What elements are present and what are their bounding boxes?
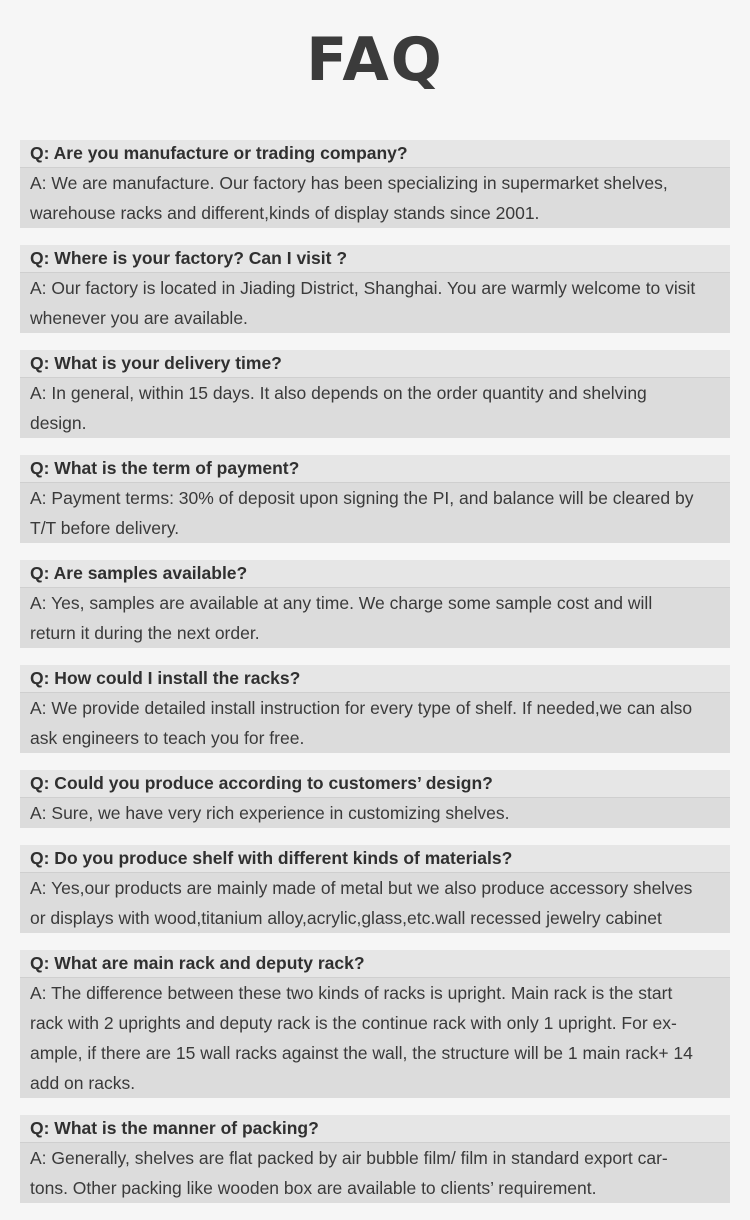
faq-answer: [20, 978, 730, 1098]
faq-answer-line: A: Our factory is located in Jiading District, Shanghai. You are warmly welcome to visit: [30, 278, 696, 298]
faq-answer-line: warehouse racks and different,kinds of display stands since 2001.: [30, 203, 540, 223]
faq-question: Q: Could you produce according to customers’ design?: [20, 770, 730, 798]
faq-answer: [20, 483, 730, 543]
faq-answer-line: T/T before delivery.: [30, 518, 180, 538]
faq-answer-line: A: Payment terms: 30% of deposit upon signing the PI, and balance will be cleared by: [30, 488, 694, 508]
faq-answer-line: add on racks.: [30, 1073, 136, 1093]
faq-answer-line: A: The difference between these two kinds of racks is upright. Main rack is the start: [30, 983, 673, 1003]
faq-item: [20, 845, 730, 933]
faq-answer: [20, 873, 730, 933]
faq-answer-line: A: Yes,our products are mainly made of metal but we also produce accessory shelves: [30, 878, 693, 898]
faq-answer-line: tons. Other packing like wooden box are available to clients’ requirement.: [30, 1178, 597, 1198]
faq-answer: [20, 273, 730, 333]
faq-item: [20, 770, 730, 828]
faq-answer-line: A: We are manufacture. Our factory has been specializing in supermarket shelves,: [30, 173, 668, 193]
faq-answer-line: A: Sure, we have very rich experience in customizing shelves.: [30, 803, 510, 823]
page-title: FAQ: [306, 25, 444, 95]
faq-item: [20, 350, 730, 438]
faq-answer: [20, 168, 730, 228]
faq-question: Q: What is the manner of packing?: [20, 1115, 730, 1143]
faq-item: [20, 140, 730, 228]
faq-list: [20, 140, 730, 1220]
faq-answer: [20, 1143, 730, 1203]
faq-item: [20, 950, 730, 1098]
faq-answer-line: return it during the next order.: [30, 623, 260, 643]
faq-item: [20, 665, 730, 753]
faq-question: Q: Are samples available?: [20, 560, 730, 588]
faq-question: Q: Where is your factory? Can I visit ?: [20, 245, 730, 273]
faq-answer-line: ask engineers to teach you for free.: [30, 728, 305, 748]
faq-question: Q: Are you manufacture or trading company?: [20, 140, 730, 168]
faq-question: Q: What are main rack and deputy rack?: [20, 950, 730, 978]
faq-answer: [20, 588, 730, 648]
faq-answer-line: A: Yes, samples are available at any time. We charge some sample cost and will: [30, 593, 653, 613]
faq-item: [20, 245, 730, 333]
faq-item: [20, 455, 730, 543]
faq-answer-line: whenever you are available.: [30, 308, 248, 328]
faq-question: Q: What is the term of payment?: [20, 455, 730, 483]
faq-answer-line: ample, if there are 15 wall racks against the wall, the structure will be 1 main rack+ 14: [30, 1043, 693, 1063]
faq-answer: [20, 798, 730, 828]
faq-answer-line: rack with 2 uprights and deputy rack is the continue rack with only 1 upright. For ex-: [30, 1013, 677, 1033]
faq-answer-line: A: In general, within 15 days. It also depends on the order quantity and shelving: [30, 383, 647, 403]
faq-question: Q: Do you produce shelf with different kinds of materials?: [20, 845, 730, 873]
faq-question: Q: How could I install the racks?: [20, 665, 730, 693]
faq-answer-line: or displays with wood,titanium alloy,acrylic,glass,etc.wall recessed jewelry cabinet: [30, 908, 662, 928]
faq-answer-line: A: We provide detailed install instruction for every type of shelf. If needed,we can also: [30, 698, 693, 718]
faq-item: [20, 1115, 730, 1203]
faq-answer: [20, 378, 730, 438]
faq-answer-line: A: Generally, shelves are flat packed by air bubble film/ film in standard export car-: [30, 1148, 668, 1168]
faq-answer: [20, 693, 730, 753]
faq-question: Q: What is your delivery time?: [20, 350, 730, 378]
faq-item: [20, 560, 730, 648]
faq-answer-line: design.: [30, 413, 87, 433]
